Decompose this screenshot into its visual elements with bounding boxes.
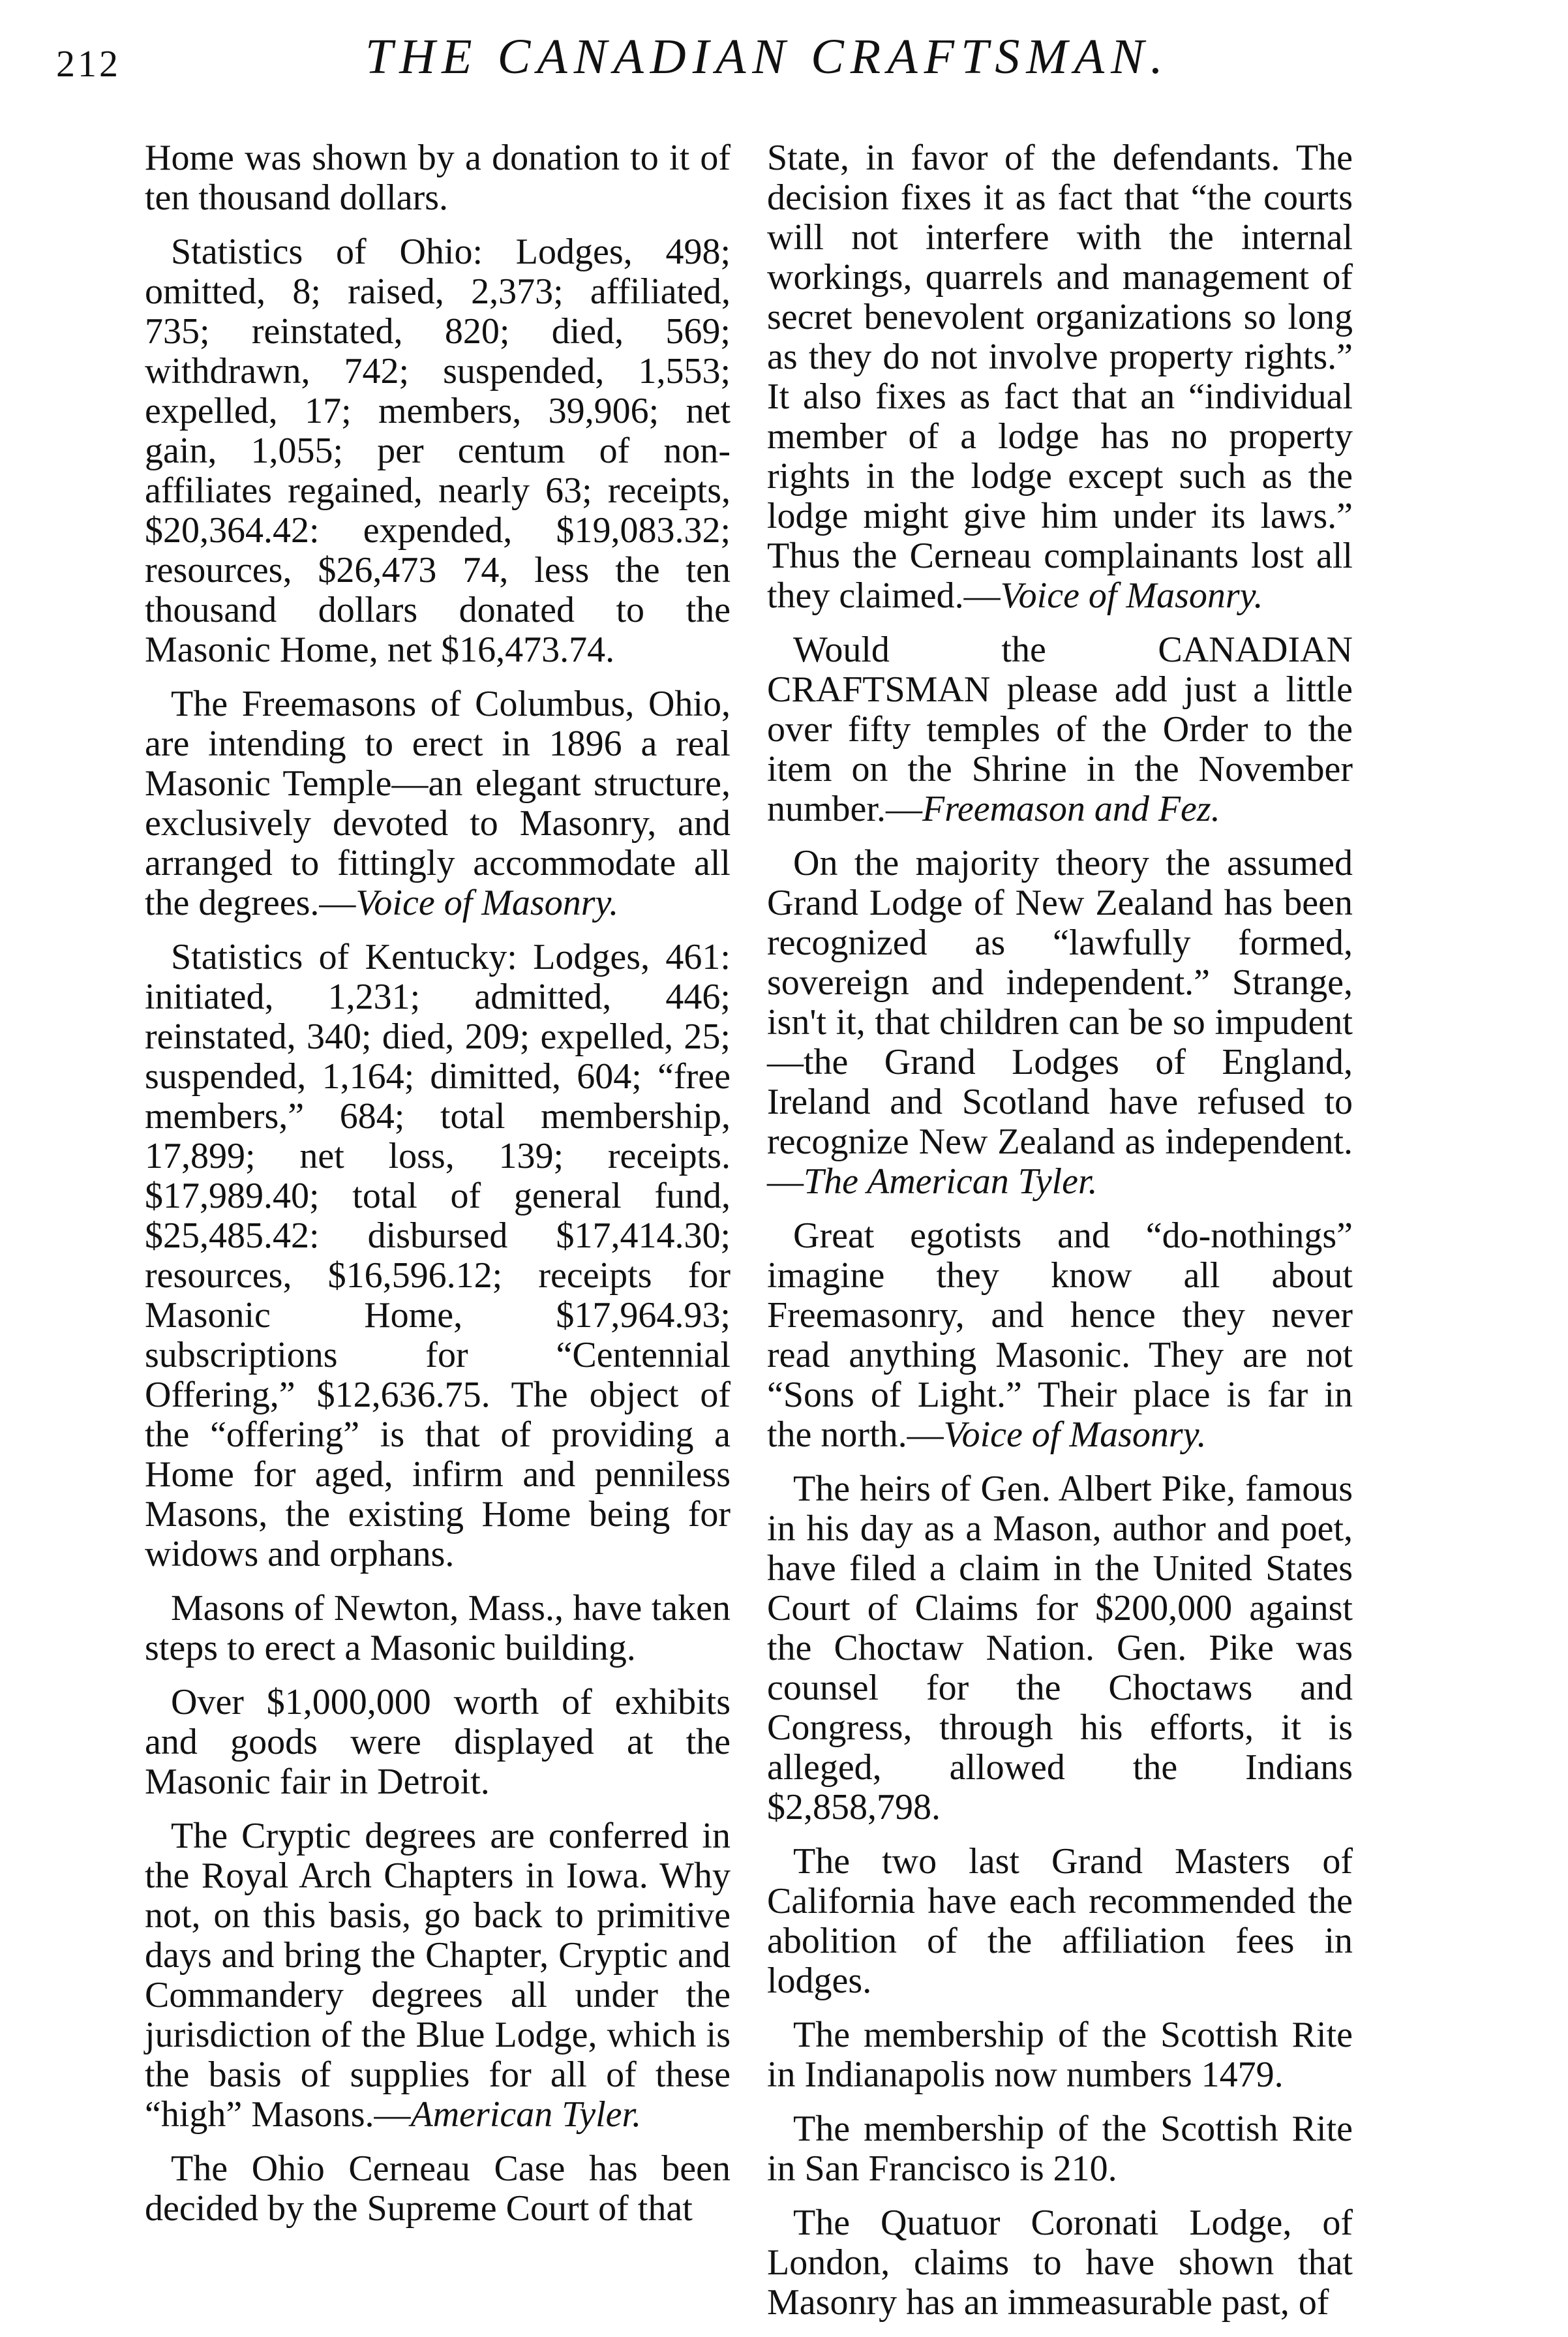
paragraph-text: Over $1,000,000 worth of exhibits and goods were displayed at the Masonic fair in Detroit. [145,1682,731,1802]
paragraph-text: The membership of the Scottish Rite in San Francisco is 210. [767,2109,1353,2189]
right-column [767,138,1353,2337]
paragraph [767,1469,1353,1827]
paragraph [767,1216,1353,1455]
running-head: THE CANADIAN CRAFTSMAN. [365,29,1169,84]
paragraph [767,2109,1353,2189]
paragraph [145,1589,731,1668]
paragraph [145,684,731,923]
paragraph-text: The Cryptic degrees are conferred in the Royal Arch Chapters in Iowa. Why not, on this basis, go back to primitive days and bring the Chapter, Cryptic and Commandery degrees all under the jurisdiction of the Blue Lodge, which is the basis of supplies for all of these “high” Masons.— [145,1816,731,2135]
paragraph [767,2015,1353,2095]
source-citation: Voice of Masonry. [943,1414,1207,1455]
paragraph [145,2149,731,2229]
paragraph-text: Home was shown by a donation to it of ten thousand dollars. [145,138,731,218]
paragraph-text: The membership of the Scottish Rite in Indianapolis now numbers 1479. [767,2015,1353,2095]
paragraph [145,1683,731,1802]
paragraph-text: Statistics of Ohio: Lodges, 498; omitted, 8; raised, 2,373; affiliated, 735; reinstated, 820; died, 569; withdrawn, 742; suspended, 1,553; expelled, 17; members, 39,906; net gain, 1,055; per centum of non-affiliates regained, nearly 63; receipts, $20,364.42: expended, $19,083.32; resources, $26,473 74, less the ten thousand dollars donated to the Masonic Home, net $16,473.74. [145,232,731,670]
source-citation: American Tyler. [410,2094,642,2135]
left-column [145,138,731,2243]
page-number: 212 [56,42,121,85]
paragraph [145,1816,731,2135]
source-citation: Freemason and Fez. [922,789,1220,829]
paragraph-text: The Quatuor Coronati Lodge, of London, claims to have shown that Masonry has an immeasurable past, of [767,2203,1353,2323]
paragraph-text: The two last Grand Masters of California have each recommended the abolition of the affiliation fees in lodges. [767,1841,1353,2001]
paragraph-text: Statistics of Kentucky: Lodges, 461: initiated, 1,231; admitted, 446; reinstated, 340; died, 209; expelled, 25; suspended, 1,164; dimitted, 604; “free members,” 684; total membership, 17,899; net loss, 139; receipts. $17,989.40; total of general fund, $25,485.42: disbursed $17,414.30; resources, $16,596.12; receipts for Masonic Home, $17,964.93; subscriptions for “Centennial Offering,” $12,636.75. The object of the “offering” is that of providing a Home for aged, infirm and penniless Masons, the existing Home being for widows and orphans. [145,937,731,1574]
paragraph [767,2203,1353,2323]
source-citation: The American Tyler. [804,1161,1098,1202]
paragraph [145,232,731,670]
source-citation: Voice of Masonry. [1000,575,1263,616]
paragraph-text: Would the CANADIAN CRAFTSMAN please add just a little over fifty temples of the Order to the item on the Shrine in the November number.— [767,630,1353,829]
paragraph-text: The Ohio Cerneau Case has been decided by the Supreme Court of that [145,2148,731,2229]
paragraph-text: Great egotists and “do-nothings” imagine they know all about Freemasonry, and hence they never read anything Masonic. They are not “Sons of Light.” Their place is far in the north.— [767,1215,1353,1455]
source-citation: Voice of Masonry. [355,883,619,923]
paragraph-text: State, in favor of the defendants. The decision fixes it as fact that “the courts will not interfere with the internal workings, quarrels and management of secret benevolent organizations so long as they do not involve property rights.” It also fixes as fact that an “individual member of a lodge has no property rights in the lodge except such as the lodge might give him under its laws.” Thus the Cerneau complainants lost all they claimed.— [767,138,1353,616]
paragraph [767,1842,1353,2001]
paragraph [145,938,731,1574]
paragraph-text: The Freemasons of Columbus, Ohio, are intending to erect in 1896 a real Masonic Temple—an elegant structure, exclusively devoted to Masonry, and arranged to fittingly accommodate all the degrees.— [145,684,731,923]
paragraph-text: The heirs of Gen. Albert Pike, famous in his day as a Mason, author and poet, have filed a claim in the United States Court of Claims for $200,000 against the Choctaw Nation. Gen. Pike was counsel for the Choctaws and Congress, through his efforts, it is alleged, allowed the Indians $2,858,798. [767,1469,1353,1827]
paragraph [767,138,1353,616]
paragraph [767,630,1353,829]
paragraph-text: Masons of Newton, Mass., have taken steps to erect a Masonic building. [145,1588,731,1668]
paragraph-text: On the majority theory the assumed Grand Lodge of New Zealand has been recognized as “lawfully formed, sovereign and independent.” Strange, isn't it, that children can be so impudent—the Grand Lodges of England, Ireland and Scotland have refused to recognize New Zealand as independent.— [767,843,1353,1202]
paragraph [145,138,731,218]
paragraph [767,844,1353,1202]
